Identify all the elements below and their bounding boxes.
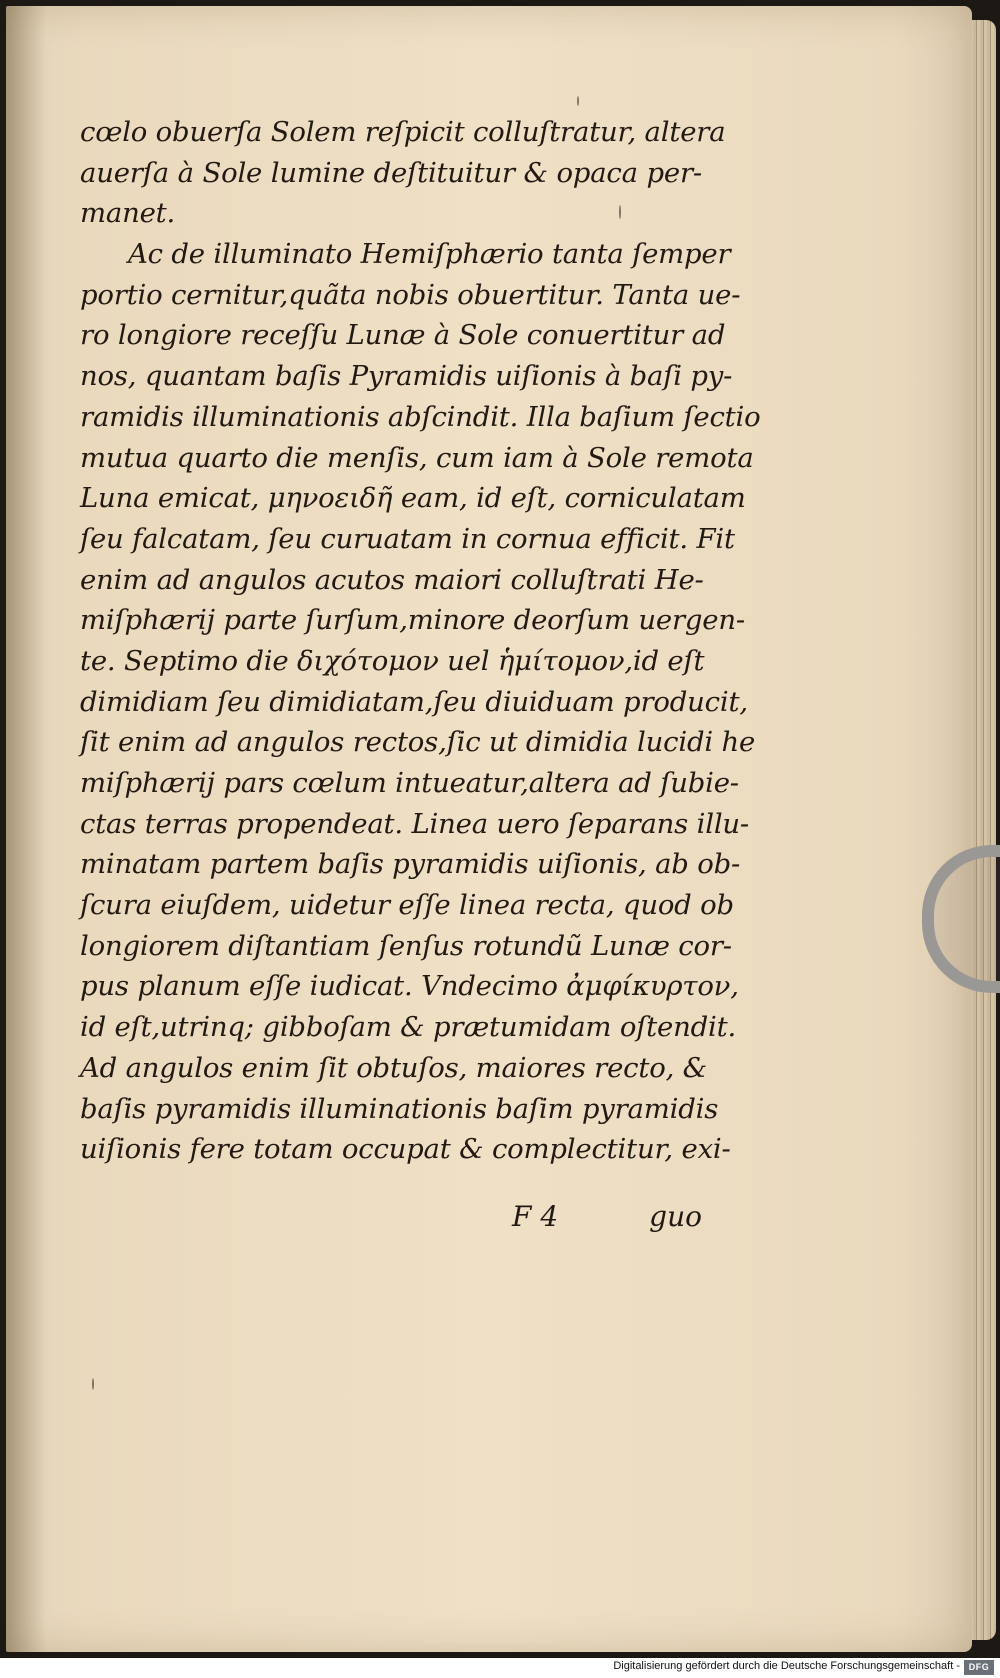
text-line: enim ad angulos acutos maiori colluſtrati He- (80, 563, 704, 596)
text-line: portio cernitur,quãta nobis obuertitur. Tanta ue- (80, 278, 741, 311)
text-line: ſit enim ad angulos rectos,ſic ut dimidia lucidi he (80, 726, 756, 759)
text-line: mutua quarto die menſis, cum iam à Sole remota (80, 441, 754, 474)
text-line: te. Septimo die διχότομον uel ἡμίτομον,id eſt (80, 644, 705, 677)
text-line: id eſt,utrinq; gibboſam & prætumidam oſtendit. (80, 1011, 736, 1044)
gutter-shadow (6, 6, 46, 1652)
text-line: nos, quantam baſis Pyramidis uiſionis à baſi py- (80, 360, 733, 393)
text-line: minatam partem baſis pyramidis uiſionis, ab ob- (80, 848, 741, 881)
text-line: ctas terras propendeat. Linea uero ſeparans illu- (80, 807, 750, 840)
text-line: Luna emicat, μηνοειδῆ eam, id eſt, corniculatam (80, 482, 746, 515)
text-line: ro longiore receſſu Lunæ à Sole conuertitur ad (80, 319, 726, 352)
signature-mark: F 4 (512, 1200, 559, 1233)
text-line: baſis pyramidis illuminationis baſim pyramidis (80, 1092, 719, 1125)
page-text-block (80, 112, 761, 1170)
catchword: guo (649, 1200, 702, 1233)
text-line: pus planum eſſe iudicat. Vndecimo ἀμφίκυρτον, (80, 970, 739, 1003)
text-line: Ac de illuminato Hemiſphærio tanta ſemper (128, 238, 731, 271)
text-line: ſcura eiuſdem, uidetur eſſe linea recta, quod ob (80, 889, 734, 922)
text-line: dimidiam ſeu dimidiatam,ſeu diuiduam producit, (80, 685, 748, 718)
text-line: miſphærij pars cœlum intueatur,altera ad ſubie- (80, 767, 739, 799)
paper-speck (577, 96, 579, 106)
text-line: Ad angulos enim ſit obtuſos, maiores recto, & (80, 1051, 707, 1084)
text-line: manet. (80, 197, 176, 230)
text-line: ramidis illuminationis abſcindit. Illa baſium ſectio (80, 400, 761, 433)
paper-speck (92, 1378, 94, 1390)
digitization-credit: Digitalisierung gefördert durch die Deutsche Forschungsgemeinschaft - (613, 1660, 960, 1672)
text-line: longiorem diſtantiam ſenſus rotundũ Lunæ cor- (80, 929, 732, 962)
text-line: miſphærij parte ſurſum,minore deorſum uergen- (80, 604, 745, 637)
page-footer-line (80, 1200, 702, 1242)
text-line: cœlo obuerſa Solem reſpicit colluſtratur, altera (80, 116, 726, 148)
text-line: auerſa à Sole lumine deſtituitur & opaca per- (80, 156, 702, 189)
text-line: uiſionis fere totam occupat & complectitur, exi- (80, 1133, 731, 1166)
dfg-logo: DFG (964, 1660, 994, 1675)
text-line: ſeu falcatam, ſeu curuatam in cornua efficit. Fit (80, 522, 735, 555)
